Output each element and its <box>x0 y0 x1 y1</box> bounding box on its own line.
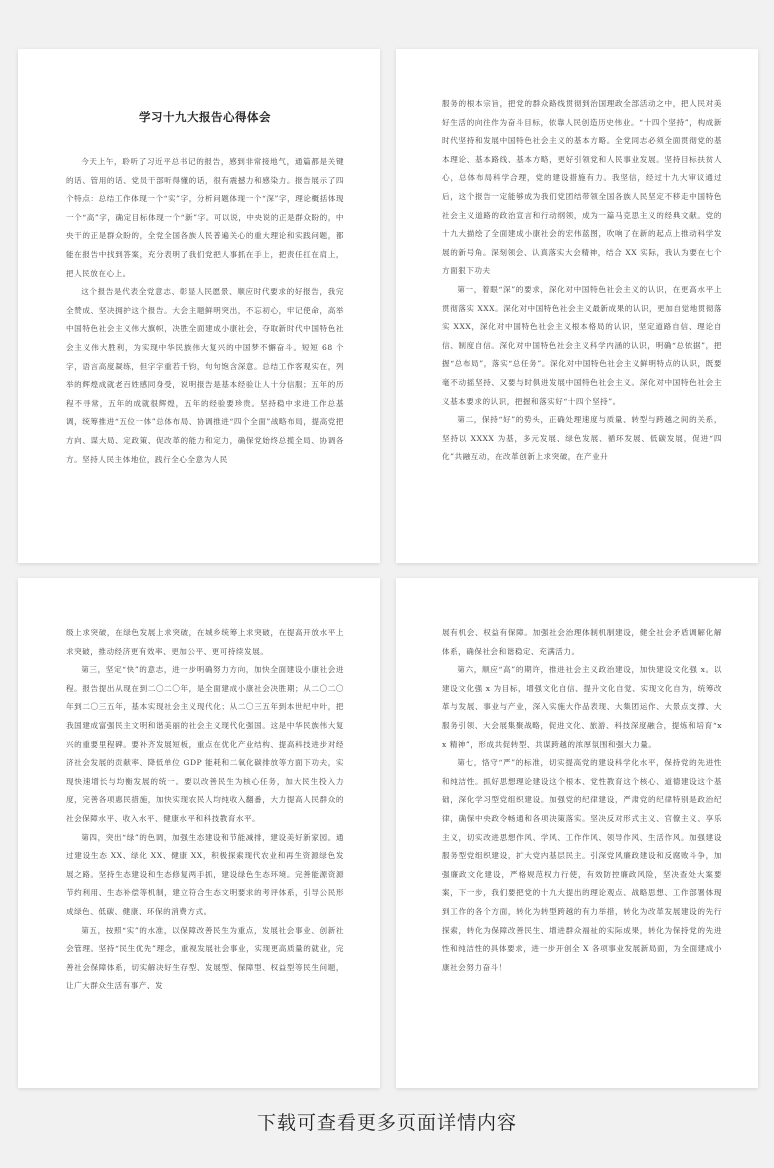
paragraph: 今天上午，聆听了习近平总书记的报告，感到非常接地气，通篇都是关键的话、管用的话、党员干部听得懂的话，很有震撼力和感染力。报告展示了四个特点：总结工作体现一个“实”字，分析问题体现一个“深”字，理论概括体现一个“高”字，确定目标体现一个“新”字。可以说，中央说的正是群众盼的，中央干的正是群众盼的，全党全国各族人民普遍关心的重大理论和实践问题，都能在报告中找到答案，充分表明了我们党把人事抓在手上，把责任扛在肩上，把人民放在心上。 <box>66 157 344 278</box>
document-title: 学习十九大报告心得体会 <box>139 110 271 124</box>
paragraph: 第三，坚定“快”的意志，进一步明确努力方向，加快全面建设小康社会进程。报告提出从现在到二〇二〇年，是全面建成小康社会决胜期；从二〇二〇年到二〇三五年，基本实现社会主义现代化；从二〇三五年到本世纪中叶，把我国建成富强民主文明和谐美丽的社会主义现代化强国。这是中华民族伟大复兴的重要里程碑。要补齐发展短板，重点在优化产业结构、提高科技进步对经济社会发展的贡献率、降低单位 GDP 能耗和二氧化碳排放等方面下功夫，实现快速增长与均衡发展的统一。要以改善民生为核心任务，加大民生投入力度，完善各项惠民措施，加快实现农民人均纯收入翻番，大力提高人民群众的社会保障水平、收入水平、健康水平和科技教育水平。 <box>66 665 344 823</box>
paragraph: 第四，突出“绿”的色调，加强生态建设和节能减排，建设美好新家园。通过建设生态 XX、绿化 XX、健康 XX，积极探索现代农业和再生资源绿色发展之路。坚持生态建设和生态修复两手抓，建设绿色生态环境。完善能源资源节约利用、生态补偿等机制，建立符合生态文明要求的考评体系，引导公民形成绿色、低碳、健康、环保的消费方式。 <box>66 832 344 916</box>
document-page-1 <box>18 49 380 563</box>
download-more-caption[interactable]: 下载可查看更多页面详情内容 <box>256 1112 517 1134</box>
paragraph: 这个报告是代表全党意志、彰显人民愿景、顺应时代要求的好报告，我完全赞成、坚决拥护这个报告。大会主题鲜明突出，不忘初心，牢记使命，高举中国特色社会主义伟大旗帜，决胜全面建成小康社会，夺取新时代中国特色社会主义伟大胜利，为实现中华民族伟大复兴的中国梦不懈奋斗。短短 68 个字，语言高度凝练，但字字重若千钧，句句饱含深意。总结工作客观实在，列举的辉煌成就老百姓感同身受，说明报告是基本经验让人十分信服；五年的历程不寻常，五年的成就很辉煌，五年的经验要珍贵。坚持稳中求进工作总基调，统筹推进“五位一体”总体布局、协调推进“四个全面”战略布局，提高党把方向、谋大局、定政策、促改革的能力和定力，确保党始终总揽全局、协调各方。坚持人民主体地位，践行全心全意为人民 <box>66 287 344 464</box>
document-page-4 <box>396 578 758 1088</box>
paragraph: 服务的根本宗旨，把党的群众路线贯彻到治国理政全部活动之中，把人民对美好生活的向往作为奋斗目标，依靠人民创造历史伟业。“十四个坚持”，构成新时代坚持和发展中国特色社会主义的基本方略。全党同志必须全面贯彻党的基本理论、基本路线、基本方略，更好引领党和人民事业发展。坚持目标扶贫人心，总体布局科学合理，党的建设措施有力。我坚信，经过十九大审议通过后，这个报告一定能够成为我们党团结带领全国各族人民坚定不移走中国特色社会主义道路的政治宣言和行动纲领，成为一篇马克思主义的经典文献。党的十九大描绘了全面建成小康社会的宏伟蓝图，吹响了在新的起点上推动科学发展的新号角。深刻领会、认真落实大会精神，结合 XX 实际，我认为要在七个方面狠下功夫 <box>442 99 722 276</box>
paragraph: 展有机会、权益有保障。加强社会治理体制机制建设，健全社会矛盾调解化解体系，确保社会和谐稳定、充满活力。 <box>442 628 722 656</box>
paragraph: 第一，着眼“深”的要求，深化对中国特色社会主义的认识，在更高水平上贯彻落实 XXX。深化对中国特色社会主义最新成果的认识，更加自觉地贯彻落实 XXX，深化对中国特色社会主义根本格局的认识，坚定道路自信、理论自信、制度自信。深化对中国特色社会主义科学内涵的认识，明确“总依据”，把握“总布局”，落实“总任务”。深化对中国特色社会主义鲜明特点的认识，既要毫不动摇坚持、又要与时俱进发展中国特色社会主义。深化对中国特色社会主义基本要求的认识，把握和落实好“十四个坚持”。 <box>442 284 722 406</box>
document-page-3 <box>18 578 380 1088</box>
paragraph: 第六，顺应“高”的期许，推进社会主义政治建设，加快建设文化强 x。以建设文化强 x 为目标，增强文化自信、提升文化自觉、实现文化自为，统筹改革与发展、事业与产业，深入实施大作品表现、大集团运作、大景点支撑、大服务引领、大会展集聚战略，促进文化、旅游、科技深度融合，提炼和培育“xx 精神”，形成共促转型、共谋跨越的浓厚氛围和强大力量。 <box>442 665 722 749</box>
paragraph: 第五，按照“实”的水准，以保障改善民生为重点，发展社会事业、创新社会管理。坚持“民生优先”理念，重视发展社会事业，实现更高质量的就业，完善社会保障体系，切实解决好生存型、发展型、保障型、权益型等民生问题，让广大群众生活有事产、发 <box>66 925 344 991</box>
document-page-2 <box>396 49 758 563</box>
paragraph: 级上求突破，在绿色发展上求突破，在城乡统筹上求突破，在提高开放水平上求突破，推动经济更有效率、更加公平、更可持续发展。 <box>66 628 344 656</box>
paragraph: 第七，恪守“严”的标准，切实提高党的建设科学化水平，保持党的先进性和纯洁性。抓好思想理论建设这个根本、党性教育这个核心、道德建设这个基础，深化学习型党组织建设。加强党的纪律建设，严肃党的纪律特别是政治纪律，确保中央政令畅通和各项决策落实。坚决反对形式主义、官僚主义、享乐主义，切实改进思想作风、学风、工作作风、领导作风、生活作风。加强建设服务型党组织建设，扩大党内基层民主。引深党风廉政建设和反腐败斗争，加强廉政文化建设，严格规范权力行使，有效防控廉政风险，坚决查处大案要案，下一步，我们要把党的十九大提出的理论观点、战略思想、工作部署体现到工作的各个方面，转化为转型跨越的有力举措，转化为改革发展建设的先行探索，转化为保障改善民生、增进群众福祉的实际成果，转化为保持党的先进性和纯洁性的具体要求，进一步开创全 X 各项事业发展新局面，为全面建成小康社会努力奋斗！ <box>442 758 722 972</box>
paragraph: 第二，保持“好”的势头，正确处理速度与质量、转型与跨越之间的关系，坚持以 XXXX 为基，多元发展、绿色发展、循环发展、低碳发展，促进“四化”共融互动，在改革创新上求突破，在产业升 <box>442 415 722 462</box>
